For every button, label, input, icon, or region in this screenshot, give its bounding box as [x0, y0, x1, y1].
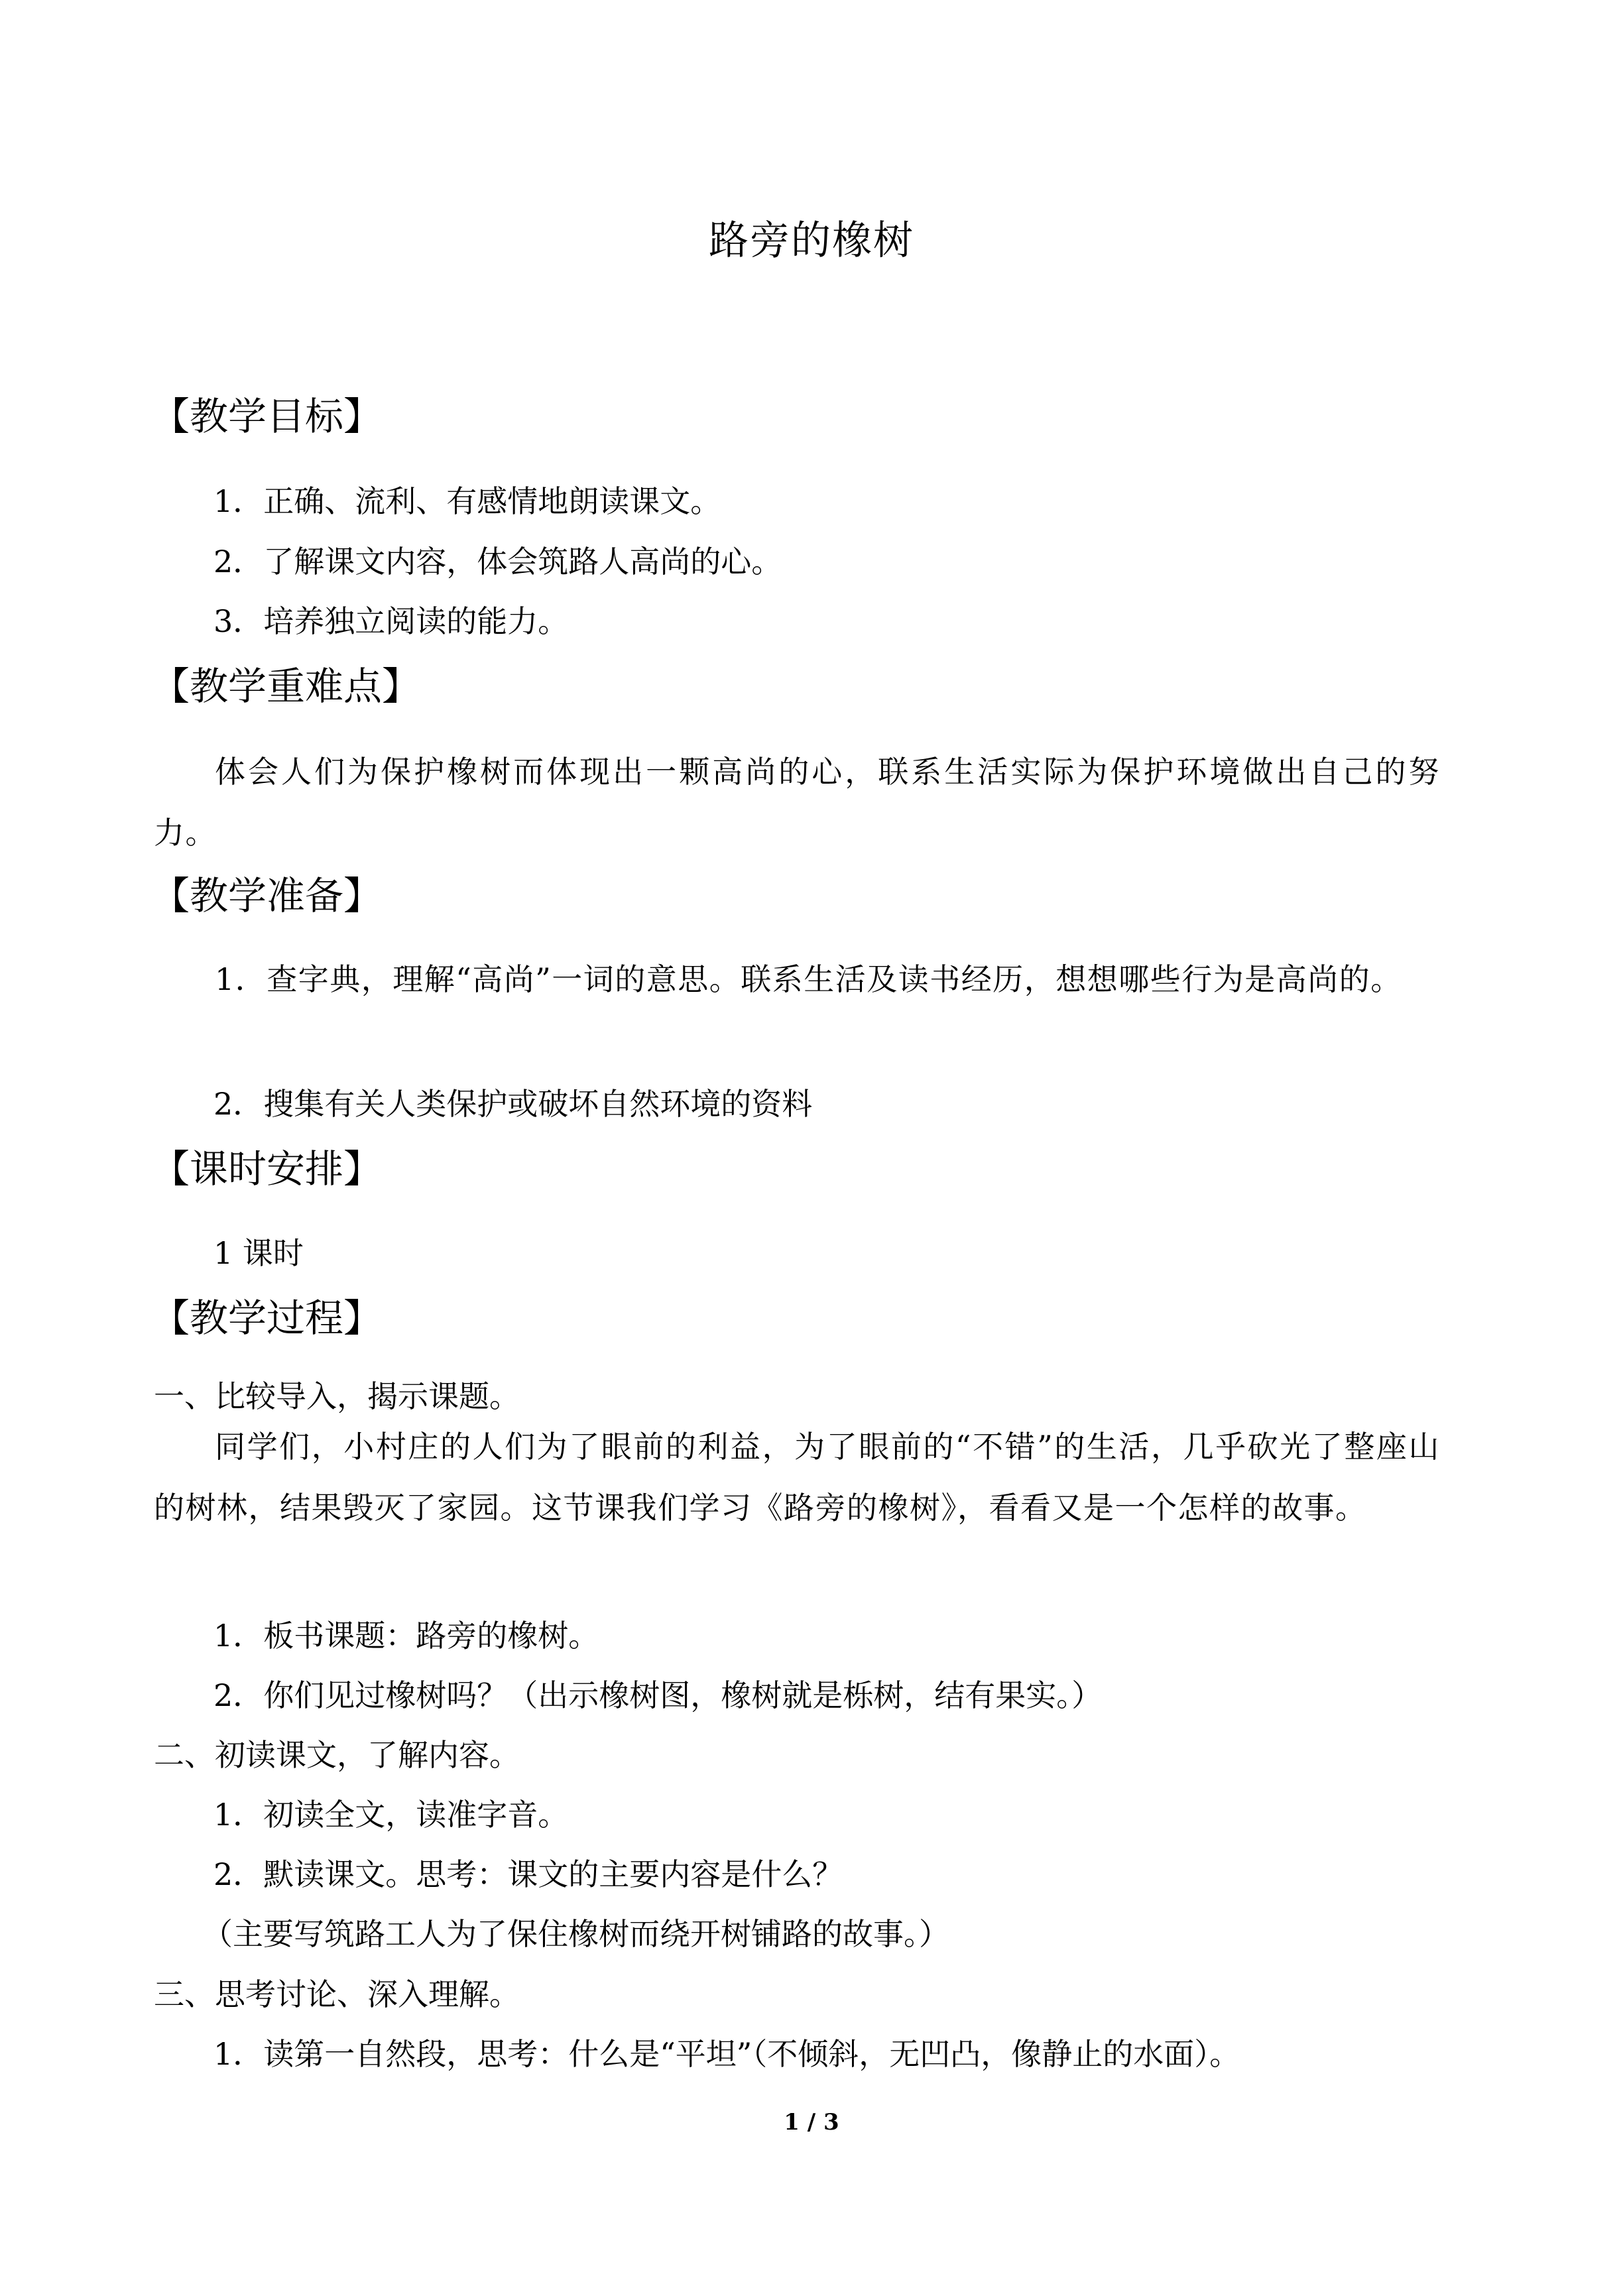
process-part-title: 一、比较导入，揭示课题。 [154, 1378, 520, 1414]
process-item: 2．你们见过橡树吗？（出示橡树图，橡树就是栎树，结有果实。） [213, 1677, 1103, 1713]
preparation-heading: 【教学准备】 [151, 873, 383, 918]
process-note: （主要写筑路工人为了保住橡树而绕开树铺路的故事。） [202, 1916, 949, 1952]
process-item: 1．读第一自然段，思考：什么是“平坦”（不倾斜，无凹凸，像静止的水面）。 [213, 2036, 1240, 2072]
process-paragraph: 同学们，小村庄的人们为了眼前的利益，为了眼前的“不错”的生活，几乎砍光了整座山的树林，结果毁灭了家园。这节课我们学习《路旁的橡树》，看看又是一个怎样的故事。 [154, 1429, 1440, 1526]
process-item: 1．初读全文，读准字音。 [213, 1797, 569, 1833]
key-points-text: 体会人们为保护橡树而体现出一颗高尚的心，联系生活实际为保护环境做出自己的努力。 [154, 754, 1440, 851]
process-part-title: 三、思考讨论、深入理解。 [154, 1976, 520, 2012]
objective-item: 3．培养独立阅读的能力。 [213, 603, 569, 639]
preparation-item: 2．搜集有关人类保护或破坏自然环境的资料 [213, 1086, 813, 1122]
document-title: 路旁的橡树 [709, 217, 914, 264]
process-part-title: 二、初读课文，了解内容。 [154, 1737, 520, 1773]
process-heading: 【教学过程】 [151, 1296, 383, 1341]
objectives-heading: 【教学目标】 [151, 394, 383, 439]
schedule-heading: 【课时安排】 [151, 1146, 383, 1191]
page-number: 1 / 3 [784, 2109, 839, 2136]
key-points-heading: 【教学重难点】 [151, 664, 421, 709]
objective-item: 1．正确、流利、有感情地朗读课文。 [213, 483, 721, 519]
objective-item: 2．了解课文内容，体会筑路人高尚的心。 [213, 544, 782, 579]
preparation-item: 1．查字典，理解“高尚”一词的意思。联系生活及读书经历，想想哪些行为是高尚的。 [215, 961, 1402, 997]
schedule-text: 1 课时 [213, 1235, 304, 1271]
process-item: 2．默读课文。思考：课文的主要内容是什么？ [213, 1856, 843, 1892]
process-item: 1．板书课题：路旁的橡树。 [213, 1618, 599, 1654]
